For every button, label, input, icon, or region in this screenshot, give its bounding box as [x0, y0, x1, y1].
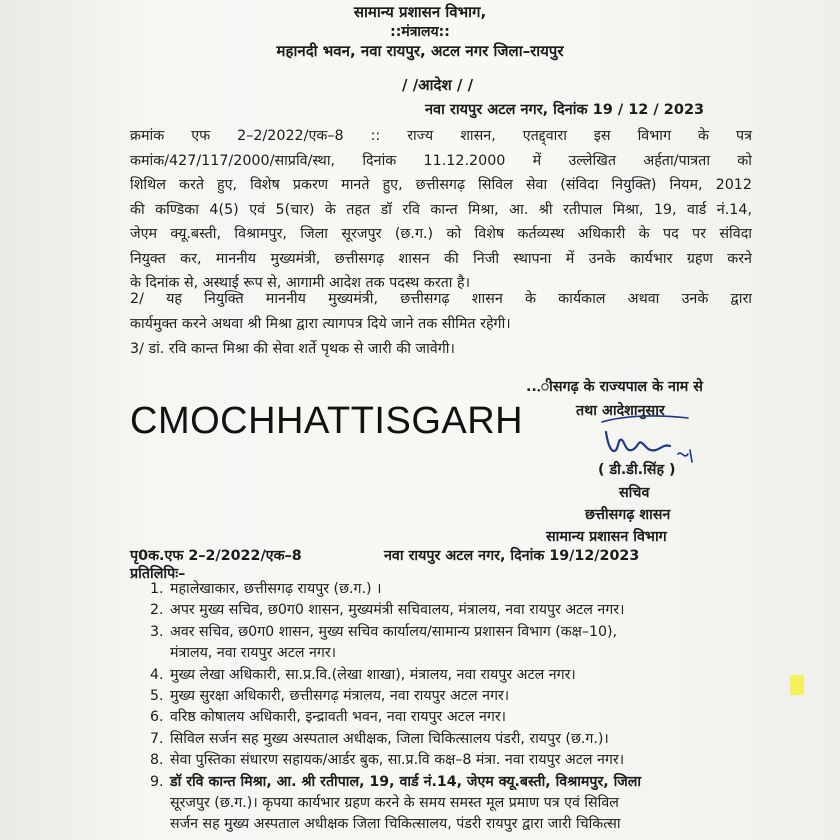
- para2-line-2: कार्यमुक्त करने अथवा श्री मिश्रा द्वारा त्यागपत्र दिये जाने तक सीमित रहेगी।: [130, 315, 511, 332]
- para1-line-6: नियुक्त कर, माननीय मुख्यमंत्री, छत्तीसगढ़ शासन की निजी स्थापना में उनके कार्यभार ग्रहण करने: [130, 250, 752, 267]
- list-item: 6. वरिष्ठ कोषालय अधिकारी, इन्द्रावती भवन, नवा रायपुर अटल नगर।: [150, 709, 506, 726]
- list-item: 7. सिविल सर्जन सह मुख्य अस्पताल अधीक्षक, जिला चिकित्सालय पंडरी, रायपुर (छ.ग.)।: [150, 730, 609, 747]
- copy-to-label: प्रतिलिपिः–: [130, 566, 186, 582]
- para1-line-2: कमांक/427/117/2000/साप्रवि/स्था, दिनांक 11.12.2000 में उल्लेखित अर्हता/पात्रता को: [130, 152, 752, 169]
- list-item: 5. मुख्य सुरक्षा अधिकारी, छत्तीसगढ़ मंत्रालय, नवा रायपुर अटल नगर।: [150, 688, 510, 705]
- order-paragraph-3: 3/ डां. रवि कान्त मिश्रा की सेवा शर्ते पृथक से जारी की जावेगी।: [130, 341, 455, 357]
- signatory-government: छत्तीसगढ़ शासन: [585, 507, 671, 523]
- para2-line-1: 2/ यह नियुक्ति माननीय मुख्यमंत्री, छत्तीसगढ़ शासन के कार्यकाल अथवा उनके द्वारा: [130, 291, 752, 307]
- list-item: 9. डॉ रवि कान्त मिश्रा, आ. श्री रतीपाल, 19, वार्ड नं.14, जेएम क्यू.बस्ती, विश्रामपुर, जिला सूरजपुर (छ.ग.)। कृपया कार्यभार ग्रहण करने के समय समस्त मूल प्रमाण पत्र एवं सिविल सर्जन सह मुख्य अस्पताल अधीक्षक जिला चिकित्सालय, पंडरी रायपुर द्वारा जारी चिकित्सा: [150, 773, 642, 833]
- office-address: महानदी भवन, नवा रायपुर, अटल नगर जिला–रायपुर: [276, 42, 564, 60]
- signature-authority-line: ...ीसगढ़ के राज्यपाल के नाम से: [526, 379, 703, 395]
- list-item: 8. सेवा पुस्तिका संधारण सहायक/आर्डर बुक, सा.प्र.वि कक्ष–8 मंत्रा. नवा रायपुर अटल नगर।: [150, 752, 625, 769]
- para1-line-1: क्रमांक एफ 2–2/2022/एक–8 :: राज्य शासन, एतद्द्वारा इस विभाग के पत्र: [130, 128, 752, 144]
- para1-line-5: जेएम क्यू.बस्ती, विश्रामपुर, जिला सूरजपुर (छ.ग.) को विशेष कर्तव्यस्थ अधिकारी के पद पर संविदा: [130, 226, 752, 242]
- order-title: / /आदेश / /: [402, 76, 474, 94]
- recipient-list: [150, 579, 780, 836]
- department-name: सामान्य प्रशासन विभाग,: [353, 3, 487, 21]
- ministry-label: ::मंत्रालय::: [390, 24, 450, 40]
- order-paragraph-2: [130, 287, 752, 336]
- endorsement-reference: पृ0क.एफ 2–2/2022/एक–8: [130, 548, 302, 564]
- list-item: 2. अपर मुख्य सचिव, छ0ग0 शासन, मुख्यमंत्री सचिवालय, मंत्रालय, नवा रायपुर अटल नगर।: [150, 602, 625, 619]
- signatory-department: सामान्य प्रशासन विभाग: [546, 529, 667, 545]
- para1-line-3: शिथिल करते हुए, विशेष प्रकरण मानते हुए, छत्तीसगढ़ सिविल सेवा (संविदा नियुक्ति) नियम, 2012: [130, 177, 752, 193]
- order-paragraph-1: [130, 124, 752, 296]
- watermark-text: CMOCHHATTISGARH: [130, 400, 524, 442]
- highlighter-mark: [790, 675, 804, 695]
- para1-line-7: के दिनांक से, अस्थाई रूप से, आगामी आदेश तक पदस्थ करता है।: [130, 275, 471, 291]
- signatory-designation: सचिव: [619, 485, 650, 501]
- signatory-name: ( डी.डी.सिंह ): [598, 462, 676, 478]
- para1-line-4: की कण्डिका 4(5) एवं 5(चार) के तहत डॉ रवि कान्त मिश्रा, आ. श्री रतीपाल मिश्रा, 19, वार्ड नं.14,: [130, 201, 752, 218]
- order-place-date: नवा रायपुर अटल नगर, दिनांक 19 / 12 / 2023: [425, 102, 705, 118]
- list-item: 3. अवर सचिव, छ0ग0 शासन, मुख्य सचिव कार्यालय/सामान्य प्रशासन विभाग (कक्ष–10), मंत्रालय, नवा रायपुर अटल नगर।: [150, 623, 618, 662]
- list-item: 4. मुख्य लेखा अधिकारी, सा.प्र.वि.(लेखा शाखा), मंत्रालय, नवा रायपुर अटल नगर।: [150, 666, 576, 683]
- signature-order-line: तथा आदेशानुसार: [576, 403, 665, 419]
- list-item: 1. महालेखाकार, छत्तीसगढ़ रायपुर (छ.ग.) ।: [150, 581, 382, 597]
- endorsement-place-date: नवा रायपुर अटल नगर, दिनांक 19/12/2023: [384, 548, 640, 564]
